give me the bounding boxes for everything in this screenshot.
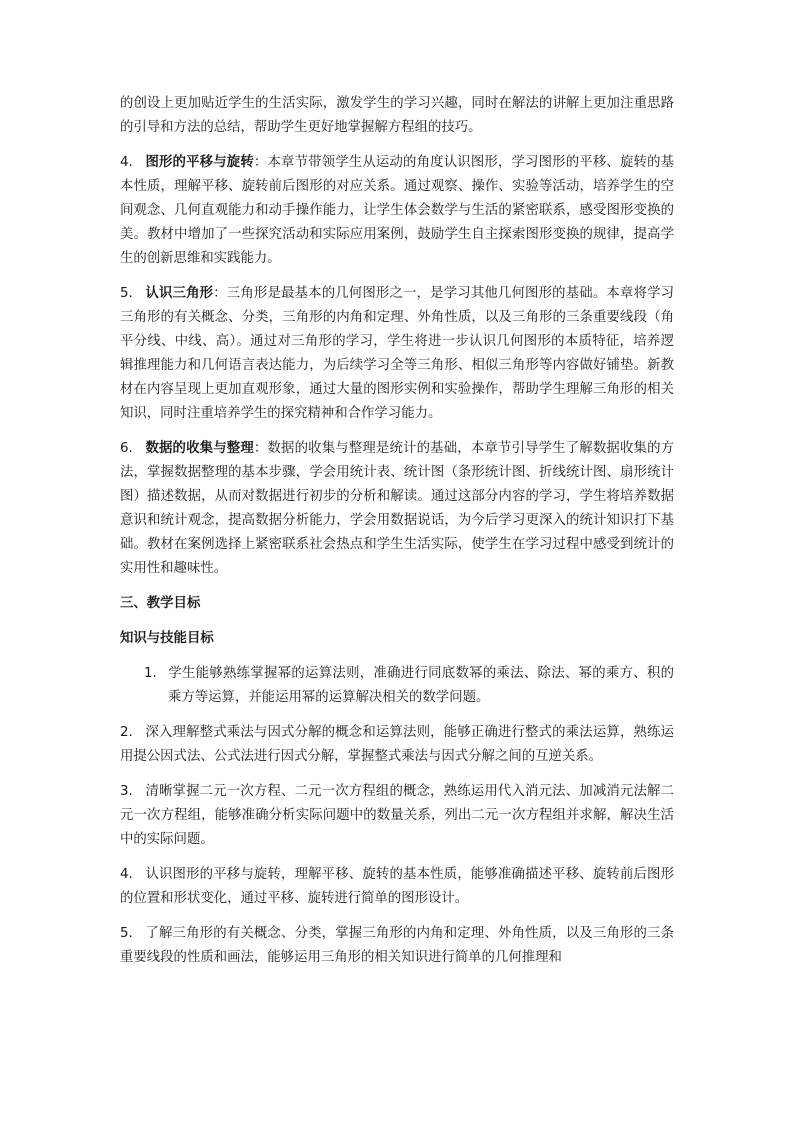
goal-text: 清晰掌握二元一次方程、二元一次方程组的概念，熟练运用代入消元法、加减消元法解二元一次方程组，能够准确分析实际问题中的数量关系，列出二元一次方程组并求解，解决生活中的实际问题。 <box>120 784 675 847</box>
goal-text: 深入理解整式乘法与因式分解的概念和运算法则，能够正确进行整式的乘法运算，熟练运用提公因式法、公式法进行因式分解，掌握整式乘法与因式分解之间的互逆关系。 <box>120 725 675 764</box>
goal-number: 5. <box>120 926 133 941</box>
subheading-knowledge-skills: 知识与技能目标 <box>120 631 214 646</box>
goal-item-5 <box>120 922 674 970</box>
chapter-number: 6. <box>120 441 133 456</box>
goal-item-3 <box>120 780 674 852</box>
section-heading-teaching-goals: 三、教学目标 <box>120 596 201 611</box>
goal-item-1 <box>120 662 674 710</box>
goal-number: 3. <box>120 784 133 799</box>
goal-text: 认识图形的平移与旋转，理解平移、旋转的基本性质，能够准确描述平移、旋转前后图形的位置和形状变化，通过平移、旋转进行简单的图形设计。 <box>120 867 675 906</box>
chapter-title: 图形的平移与旋转 <box>145 155 254 170</box>
goal-item-2 <box>120 721 674 769</box>
chapter-title: 认识三角形 <box>145 286 214 301</box>
goal-number: 1. <box>144 666 157 681</box>
goal-text: 了解三角形的有关概念、分类，掌握三角形的内角和定理、外角性质，以及三角形的三条重要线段的性质和画法，能够运用三角形的相关知识进行简单的几何推理和 <box>120 926 675 965</box>
chapter-body: ：数据的收集与整理是统计的基础，本章节引导学生了解数据收集的方法，掌握数据整理的基本步骤，学会用统计表、统计图（条形统计图、折线统计图、扇形统计图）描述数据，从而对数据进行初步的分析和解读。通过这部分内容的学习，学生将培养数据意识和统计观念，提高数据分析能力，学会用数据说话，为今后学习更深入的统计知识打下基础。教材在案例选择上紧密联系社会热点和学生生活实际，使学生在学习过程中感受到统计的实用性和趣味性。 <box>120 441 675 576</box>
goal-number: 2. <box>120 725 133 740</box>
goal-text: 学生能够熟练掌握幂的运算法则，准确进行同底数幂的乘法、除法、幂的乘方、积的乘方等运算，并能运用幂的运算解决相关的数学问题。 <box>168 666 674 705</box>
goal-item-4 <box>120 863 674 911</box>
goal-number: 4. <box>120 867 133 882</box>
chapter-number: 4. <box>120 155 133 170</box>
chapter-item-6 <box>120 437 674 581</box>
chapter-number: 5. <box>120 286 133 301</box>
chapter-body: ：三角形是最基本的几何图形之一，是学习其他几何图形的基础。本章将学习三角形的有关概念、分类，三角形的内角和定理、外角性质，以及三角形的三条重要线段（角平分线、中线、高）。通过对三角形的学习，学生将进一步认识几何图形的本质特征，培养逻辑推理能力和几何语言表达能力，为后续学习全等三角形、相似三角形等内容做好铺垫。新教材在内容呈现上更加直观形象，通过大量的图形实例和实验操作，帮助学生理解三角形的相关知识，同时注重培养学生的探究精神和合作学习能力。 <box>120 286 675 421</box>
chapter-item-4 <box>120 151 674 271</box>
intro-continuation: 的创设上更加贴近学生的生活实际，激发学生的学习兴趣，同时在解法的讲解上更加注重思路的引导和方法的总结，帮助学生更好地掌握解方程组的技巧。 <box>120 96 674 135</box>
chapter-body: ：本章节带领学生从运动的角度认识图形，学习图形的平移、旋转的基本性质，理解平移、旋转前后图形的对应关系。通过观察、操作、实验等活动，培养学生的空间观念、几何直观能力和动手操作能力，让学生体会数学与生活的紧密联系，感受图形变换的美。教材中增加了一些探究活动和实际应用案例，鼓励学生自主探索图形变换的规律，提高学生的创新思维和实践能力。 <box>120 155 675 266</box>
chapter-item-5 <box>120 282 674 426</box>
chapter-title: 数据的收集与整理 <box>145 441 254 456</box>
